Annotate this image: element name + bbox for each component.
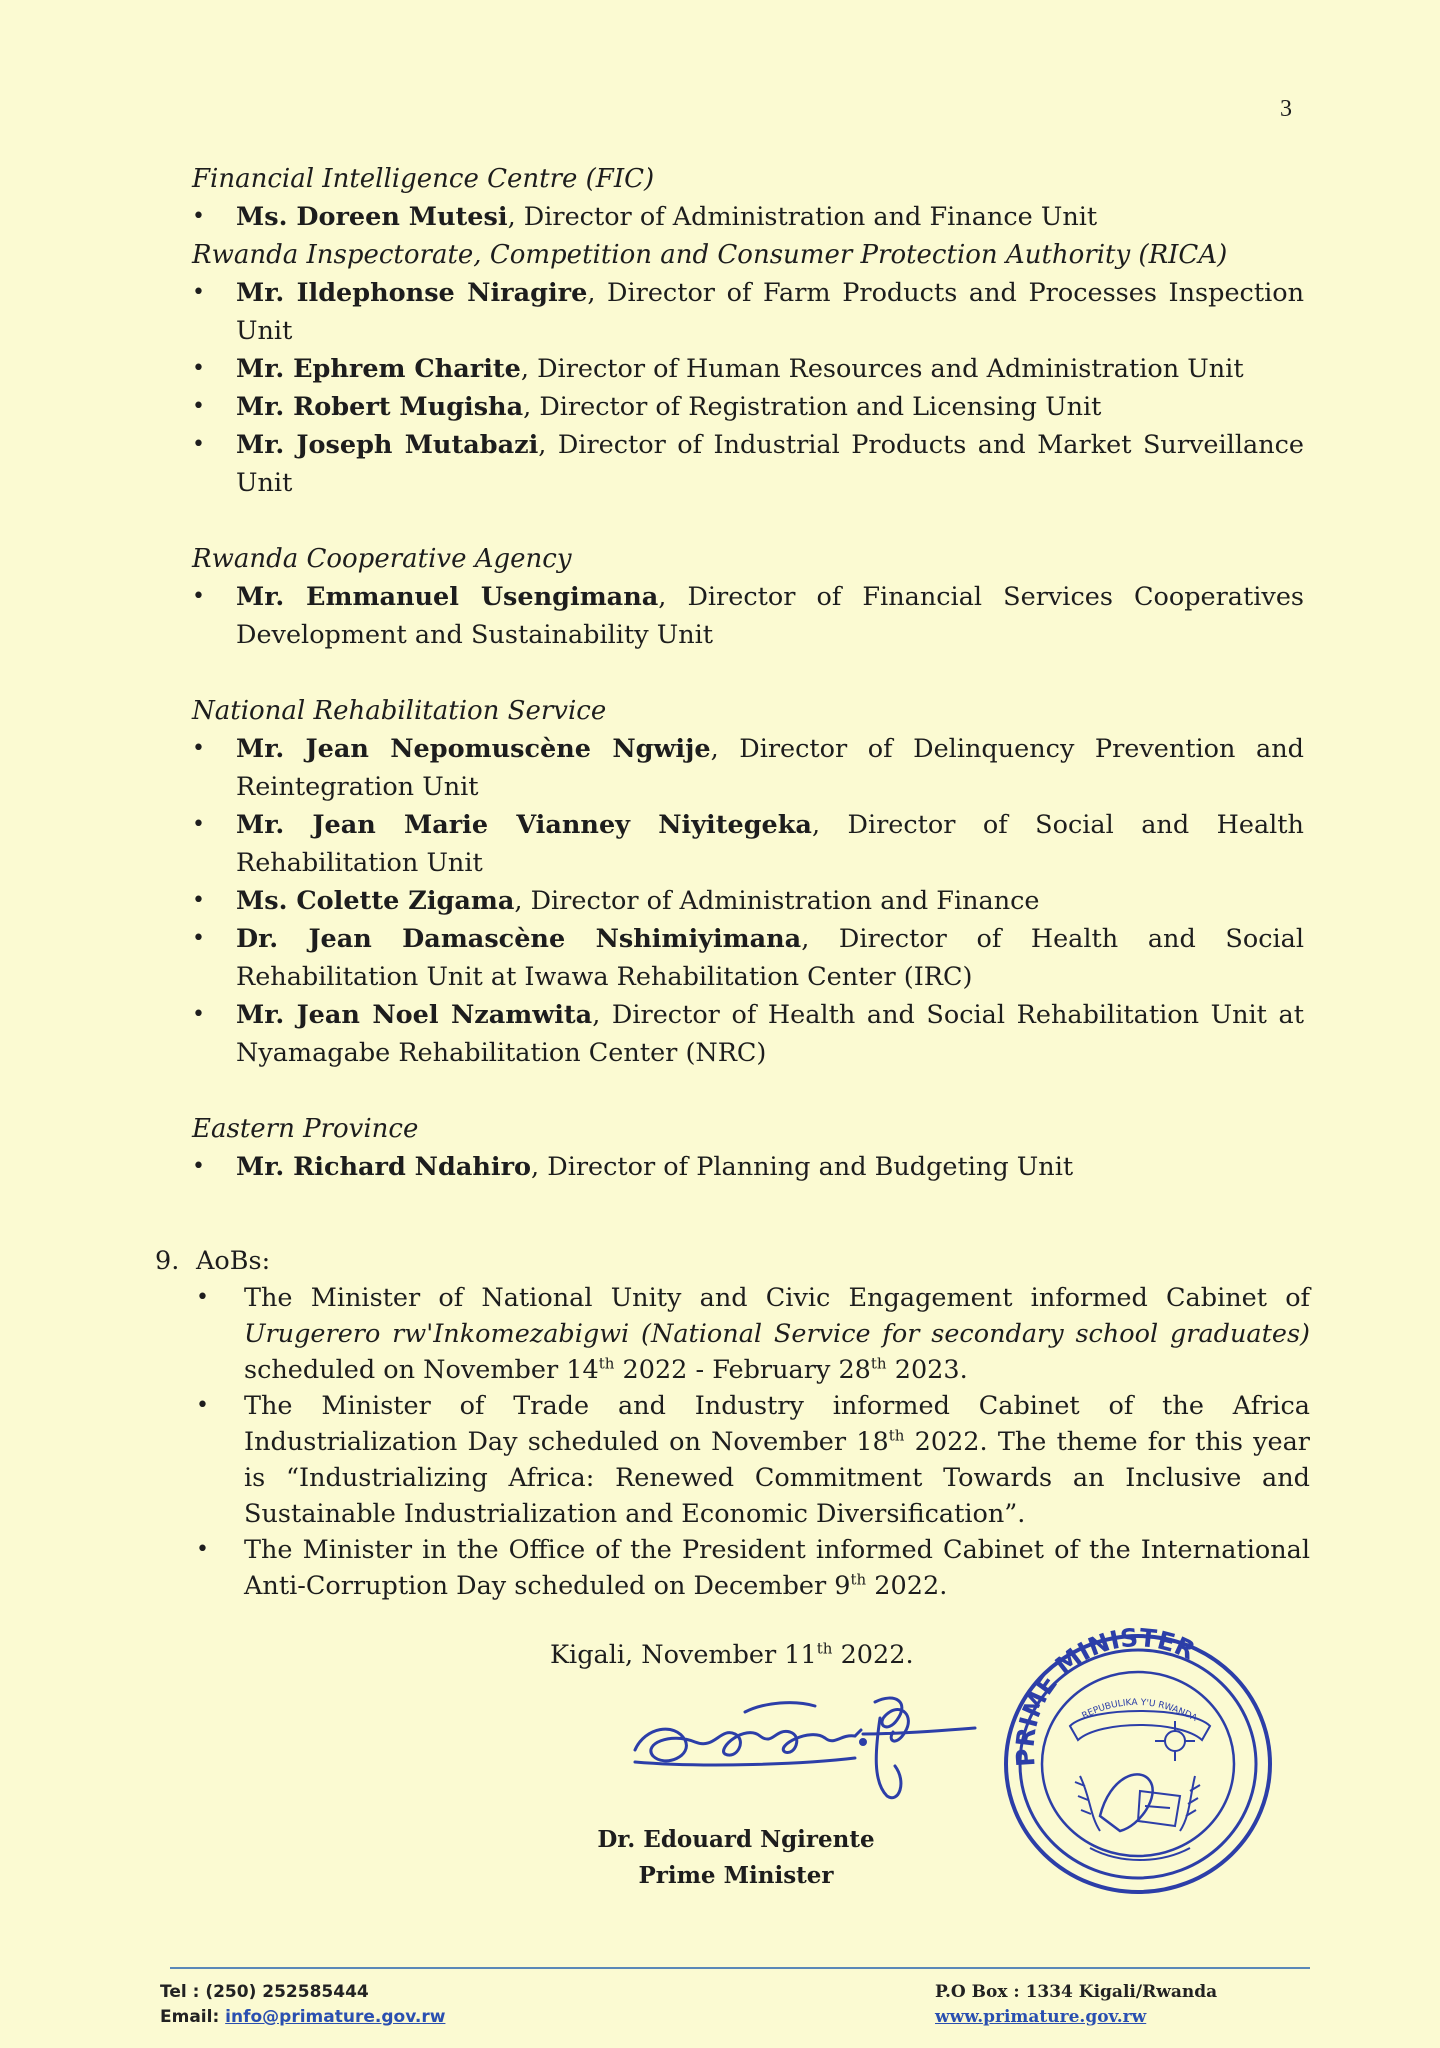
appointee-name: Dr. Jean Damascène Nshimiyimana (236, 924, 802, 954)
signer-title: Prime Minister (638, 1862, 834, 1889)
list-item (192, 996, 1304, 1072)
signature (625, 1672, 985, 1812)
appointee-role: , Director of Industrial Products and Market Surveillance Unit (236, 430, 1304, 498)
dateline (550, 1640, 914, 1670)
aobs-heading (155, 1242, 1310, 1280)
section-title-eastern-province: Eastern Province (192, 1114, 419, 1144)
aob-item (196, 1280, 1310, 1388)
signer-block (586, 1822, 886, 1894)
footer-contact (160, 1980, 445, 2030)
page-number: 3 (1280, 96, 1292, 122)
appointee-name: Mr. Richard Ndahiro (236, 1152, 532, 1182)
appointee-role: , Director of Financial Services Cooperatives Development and Sustainability Unit (236, 582, 1304, 650)
appointee-name: Ms. Doreen Mutesi (236, 202, 508, 232)
appointee-name: Mr. Ildephonse Niragire (236, 278, 588, 308)
appointee-role: , Director of Planning and Budgeting Unit (531, 1152, 1074, 1182)
section-gap (192, 654, 1304, 692)
appointments-list (192, 160, 1304, 1186)
appointee-role: , Director of Registration and Licensing Unit (523, 392, 1102, 422)
list-item (192, 806, 1304, 882)
list-item (192, 882, 1304, 920)
list-item (192, 578, 1304, 654)
appointee-role: , Director of Health and Social Rehabilitation Unit at Nyamagabe Rehabilitation Center (NRC) (236, 1000, 1304, 1068)
date-text: Kigali, November 11 (550, 1640, 817, 1670)
appointee-role: , Director of Social and Health Rehabilitation Unit (236, 810, 1304, 878)
aobs-title: AoBs: (196, 1246, 271, 1276)
aob-text: 2022 - February 28 (614, 1355, 871, 1385)
appointee-name: Ms. Colette Zigama (236, 886, 515, 916)
footer-tel: Tel : (250) 252585444 (160, 1982, 369, 2002)
section-gap (192, 502, 1304, 540)
aob-text: 2023. (886, 1355, 968, 1385)
aob-item (196, 1532, 1310, 1604)
ordinal-suffix: th (888, 1426, 905, 1445)
appointee-role: , Director of Health and Social Rehabilitation Unit at Iwawa Rehabilitation Center (IRC) (236, 924, 1304, 992)
list-item (192, 920, 1304, 996)
footer-email-label: Email: (160, 2007, 226, 2027)
aob-item (196, 1388, 1310, 1532)
seal-top-text: PRIME MINISTER (1010, 1622, 1200, 1768)
list-item (192, 274, 1304, 350)
aob-text: The Minister of National Unity and Civic Engagement informed Cabinet of (244, 1283, 1310, 1313)
aob-italic-text: Urugerero rw'Inkomezabigwi (National Service for secondary school graduates) (244, 1319, 1310, 1349)
appointee-name: Mr. Joseph Mutabazi (236, 430, 539, 460)
aob-text: scheduled on November 14 (244, 1355, 599, 1385)
section-title-nrs: National Rehabilitation Service (192, 696, 607, 726)
section-title-rica: Rwanda Inspectorate, Competition and Consumer Protection Authority (RICA) (192, 240, 1228, 270)
list-item (192, 388, 1304, 426)
appointee-name: Mr. Robert Mugisha (236, 392, 524, 422)
seal-ribbon-text: REPUBULIKA Y'U RWANDA (1080, 1697, 1199, 1724)
list-item (192, 198, 1304, 236)
section-title-fic: Financial Intelligence Centre (FIC) (192, 164, 655, 194)
ordinal-suffix: th (816, 1639, 833, 1658)
aobs-section (155, 1242, 1310, 1604)
appointee-role: , Director of Human Resources and Administration Unit (520, 354, 1244, 384)
date-text: 2022. (832, 1640, 914, 1670)
list-item (192, 730, 1304, 806)
footer-pobox: P.O Box : 1334 Kigali/Rwanda (935, 1982, 1218, 2002)
footer-divider (170, 1967, 1310, 1969)
footer-address (935, 1980, 1217, 2030)
ordinal-suffix: th (870, 1354, 887, 1373)
aob-text: The Minister of Trade and Industry informed Cabinet of the Africa Industrialization Day scheduled on November 18 (244, 1391, 1310, 1457)
section-title-rca: Rwanda Cooperative Agency (192, 544, 572, 574)
list-item (192, 350, 1304, 388)
appointee-name: Mr. Jean Marie Vianney Niyitegeka (236, 810, 812, 840)
appointee-role: , Director of Administration and Finance Unit (507, 202, 1098, 232)
appointee-name: Mr. Jean Noel Nzamwita (236, 1000, 593, 1030)
aob-text: 2022. (866, 1571, 948, 1601)
aob-text: The Minister in the Office of the President informed Cabinet of the International Anti-Corruption Day scheduled on December 9 (244, 1535, 1310, 1601)
appointee-name: Mr. Jean Nepomuscène Ngwije (236, 734, 711, 764)
appointee-role: , Director of Administration and Finance (514, 886, 1040, 916)
footer-email-line (160, 2005, 445, 2030)
signer-name: Dr. Edouard Ngirente (597, 1826, 875, 1853)
aobs-list (155, 1280, 1310, 1604)
footer-website-link[interactable]: www.primature.gov.rw (935, 2007, 1147, 2027)
appointee-role: , Director of Farm Products and Processes Inspection Unit (236, 278, 1305, 346)
aob-text: 2022. The theme for this year is “Industrializing Africa: Renewed Commitment Towards an Inclusive and Sustainable Industrialization and Economic Diversification”. (244, 1427, 1310, 1529)
list-item (192, 426, 1304, 502)
prime-minister-seal (990, 1616, 1280, 1906)
aobs-number: 9. (155, 1246, 180, 1276)
list-item (192, 1148, 1304, 1186)
footer-email-link[interactable]: info@primature.gov.rw (225, 2007, 446, 2027)
ordinal-suffix: th (850, 1570, 867, 1589)
section-gap (192, 1072, 1304, 1110)
ordinal-suffix: th (598, 1354, 615, 1373)
appointee-name: Mr. Ephrem Charite (236, 354, 521, 384)
appointee-role: , Director of Delinquency Prevention and Reintegration Unit (236, 734, 1304, 802)
svg-text:PRIME MINISTER (1010, 1623, 1199, 1768)
appointee-name: Mr. Emmanuel Usengimana (236, 582, 659, 612)
